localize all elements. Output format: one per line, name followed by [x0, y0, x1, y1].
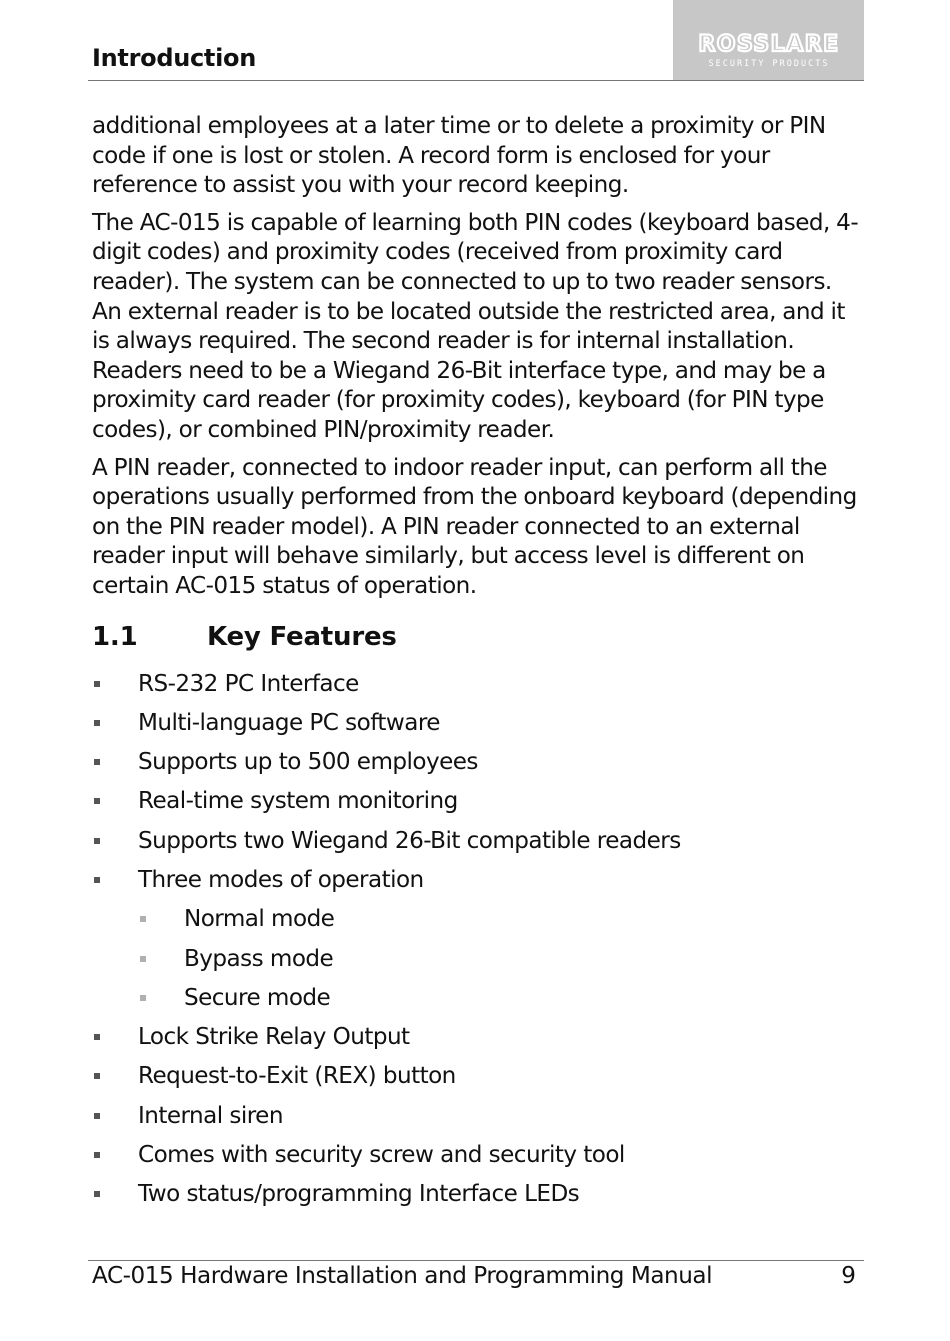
sub-feature-item — [92, 947, 864, 986]
feature-text: Three modes of operation — [138, 866, 424, 893]
feature-text: Normal mode — [184, 906, 335, 933]
page-number: 9 — [841, 1263, 856, 1289]
body-paragraph: The AC-015 is capable of learning both PIN codes (keyboard based, 4-digit codes) and proximity codes (received from proximity card reader). The system can be connected to up to two reader sensors. An external reader is to be located outside the restricted area, and it is always required. The second reader is for internal installation. Readers need to be a Wiegand 26-Bit interface type, and may be a proximity card reader (for proximity codes), keyboard (for PIN type codes), or combined PIN/proximity reader. — [92, 209, 859, 443]
feature-text: Real-time system monitoring — [138, 788, 458, 815]
feature-item — [92, 789, 864, 828]
page-content — [92, 112, 864, 1222]
bullet-icon — [94, 838, 100, 844]
feature-item — [92, 672, 864, 711]
bullet-icon — [94, 681, 100, 687]
bullet-icon — [94, 1152, 100, 1158]
feature-text: Two status/programming Interface LEDs — [138, 1181, 580, 1208]
feature-item — [92, 829, 864, 868]
bullet-icon — [94, 798, 100, 804]
body-paragraph: additional employees at a later time or to delete a proximity or PIN code if one is lost or stolen. A record form is enclosed for your reference to assist you with your record keeping. — [92, 113, 826, 199]
feature-text: RS-232 PC Interface — [138, 670, 359, 697]
feature-item — [92, 1143, 864, 1182]
header-divider — [88, 80, 864, 81]
section-number: 1.1 — [92, 621, 138, 652]
feature-text: Internal siren — [138, 1102, 283, 1129]
feature-text: Secure mode — [184, 984, 331, 1011]
footer-divider — [88, 1260, 864, 1261]
feature-item — [92, 1182, 864, 1221]
footer-manual-title: AC-015 Hardware Installation and Programming Manual — [92, 1263, 713, 1289]
section-heading — [92, 622, 864, 652]
feature-text: Request-to-Exit (REX) button — [138, 1063, 456, 1090]
bullet-icon — [94, 1113, 100, 1119]
sub-feature-item — [92, 986, 864, 1025]
sub-feature-item — [92, 907, 864, 946]
bullet-icon — [94, 1191, 100, 1197]
feature-item — [92, 711, 864, 750]
feature-text: Bypass mode — [184, 945, 334, 972]
feature-item — [92, 1025, 864, 1064]
page-header-title: Introduction — [92, 44, 256, 72]
feature-item — [92, 868, 864, 907]
feature-item — [92, 1064, 864, 1103]
feature-item — [92, 750, 864, 789]
feature-item — [92, 1104, 864, 1143]
rosslare-logo — [673, 0, 864, 80]
bullet-icon — [140, 956, 146, 962]
bullet-icon — [94, 1073, 100, 1079]
feature-text: Supports two Wiegand 26-Bit compatible readers — [138, 827, 681, 854]
feature-text: Comes with security screw and security tool — [138, 1142, 625, 1169]
section-title: Key Features — [207, 621, 397, 652]
feature-text: Lock Strike Relay Output — [138, 1024, 410, 1051]
bullet-icon — [94, 877, 100, 883]
logo-wordmark: ROSSLARE — [698, 32, 840, 57]
key-features-list — [92, 672, 864, 1222]
feature-text: Supports up to 500 employees — [138, 749, 478, 776]
bullet-icon — [94, 720, 100, 726]
logo-tagline: SECURITY PRODUCTS — [708, 59, 830, 69]
body-paragraph: A PIN reader, connected to indoor reader input, can perform all the operations usually performed from the onboard keyboard (depending on the PIN reader model). A PIN reader connected to an external reader input will behave similarly, but access level is different on certain AC-015 status of operation. — [92, 454, 857, 599]
feature-text: Multi-language PC software — [138, 709, 440, 736]
bullet-icon — [94, 759, 100, 765]
bullet-icon — [94, 1034, 100, 1040]
bullet-icon — [140, 916, 146, 922]
bullet-icon — [140, 995, 146, 1001]
